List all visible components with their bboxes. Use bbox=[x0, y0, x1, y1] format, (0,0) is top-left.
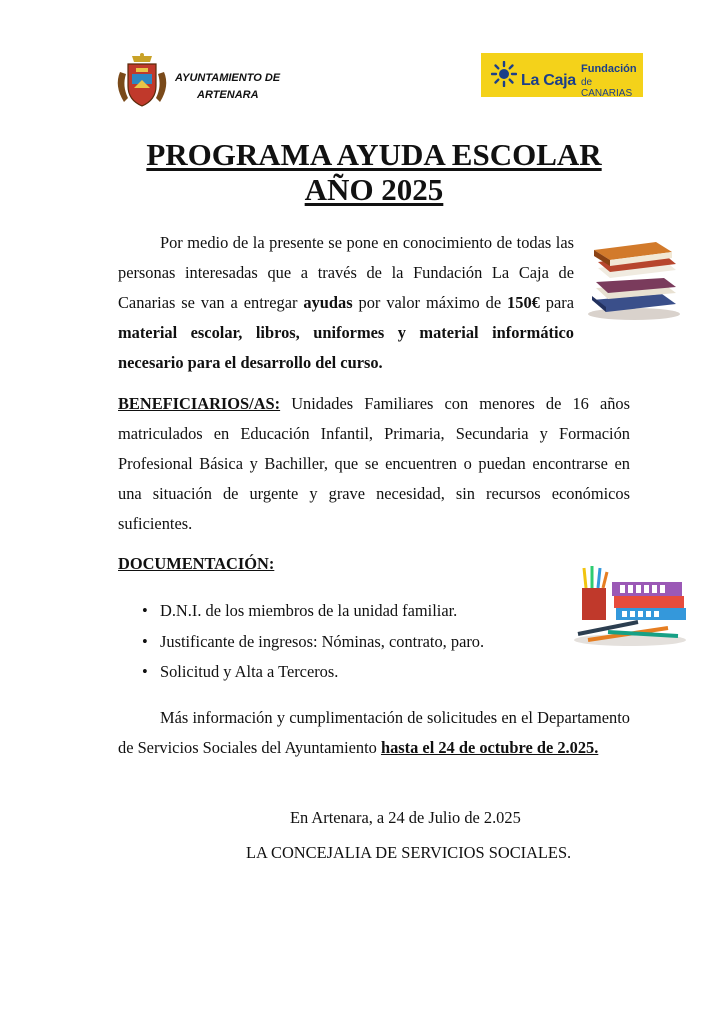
beneficiaries-paragraph bbox=[118, 389, 630, 539]
bullet: • bbox=[142, 601, 148, 620]
intro-paragraph bbox=[118, 228, 574, 378]
more-info-paragraph bbox=[118, 703, 630, 763]
list-item bbox=[142, 657, 484, 688]
list-item bbox=[142, 596, 484, 627]
beneficiaries-text: Unidades Familiares con menores de 16 años matriculados en Educación Infantil, Primaria, Secundaria y Formación Profesional Básica y Bachiller, que se encuentren o puedan encontrarse en una situación de urgente y grave necesidad, sin recursos económicos suficientes. bbox=[118, 394, 630, 533]
bullet: • bbox=[142, 662, 148, 681]
intro-text3: para bbox=[539, 293, 574, 312]
signature: LA CONCEJALIA DE SERVICIOS SOCIALES. bbox=[246, 843, 572, 862]
foundation-word: Fundación bbox=[581, 63, 637, 75]
title-line2: AÑO 2025 bbox=[304, 172, 444, 207]
municipality-line2: ARTENARA bbox=[197, 89, 259, 101]
municipality-name bbox=[175, 70, 280, 104]
list-item-text: Solicitud y Alta a Terceros. bbox=[160, 662, 339, 681]
foundation-region: de CANARIAS bbox=[581, 77, 633, 99]
school-supplies-icon bbox=[568, 562, 692, 653]
intro-text1: Por medio de la presente se pone en conocimiento de todas las personas interesadas que a través de la Fundación La Caja de Canarias se van a entregar bbox=[118, 233, 574, 312]
deadline: hasta el 24 de octubre de 2.025. bbox=[380, 738, 599, 757]
intro-bold-materials: material escolar, libros, uniformes y material informático necesario para el desarrollo del curso. bbox=[118, 323, 574, 372]
foundation-brand: La Caja bbox=[521, 72, 576, 89]
list-item-text: D.N.I. de los miembros de la unidad familiar. bbox=[160, 601, 458, 620]
sun-logo-icon bbox=[491, 61, 517, 87]
place-date: En Artenara, a 24 de Julio de 2.025 bbox=[290, 808, 521, 827]
title-line1: PROGRAMA AYUDA ESCOLAR bbox=[146, 137, 602, 172]
more-info-text: Más información y cumplimentación de solicitudes en el Departamento de Servicios Sociales del Ayuntamiento bbox=[118, 708, 630, 757]
books-icon bbox=[584, 238, 684, 327]
documentation-heading: DOCUMENTACIÓN: bbox=[118, 554, 275, 573]
municipality-line1: AYUNTAMIENTO DE bbox=[175, 72, 281, 84]
coat-of-arms-icon bbox=[114, 52, 170, 110]
beneficiaries-label: BENEFICIARIOS/AS: bbox=[118, 394, 281, 413]
intro-bold-ayudas: ayudas bbox=[303, 293, 353, 312]
intro-text2: por valor máximo de bbox=[352, 293, 508, 312]
documentation-list bbox=[142, 596, 485, 688]
intro-bold-amount: 150€ bbox=[507, 293, 540, 312]
list-item-text: Justificante de ingresos: Nóminas, contrato, paro. bbox=[160, 631, 485, 651]
bullet: • bbox=[142, 631, 148, 651]
list-item bbox=[142, 627, 485, 658]
foundation-logo bbox=[481, 53, 643, 97]
